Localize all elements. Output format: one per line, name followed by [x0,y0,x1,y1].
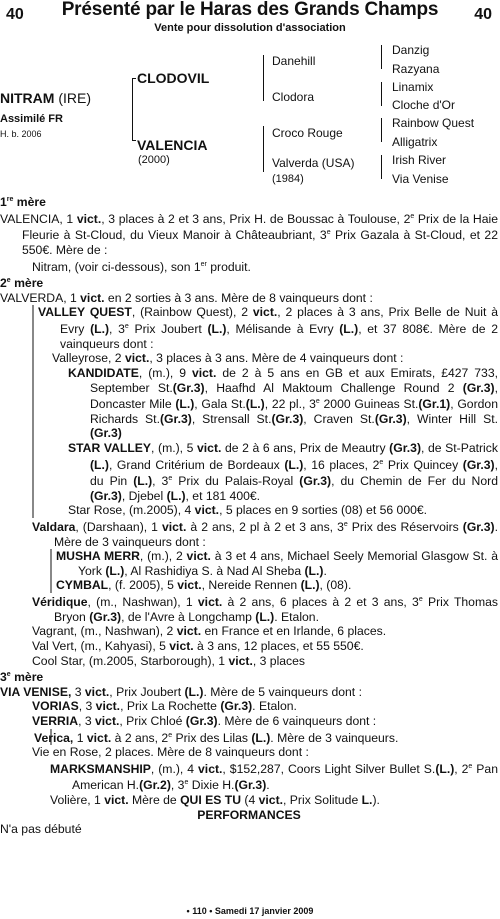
paragraph: Valdara, (Darshaan), 1 vict. à 2 ans, 2 pl à 2 et 3 ans, 3e Prix des Réservoirs (Gr.3). Mère de 3 vainqueurs dont : [32,520,498,549]
paragraph: VALLEY QUEST, (Rainbow Quest), 2 vict., 2 places à 3 ans, Prix Belle de Nuit à Evry (L.), 3e Prix Joubert (L.), Mélisande à Evry (L.), et 37 808€. Mère de 2 vainqueurs dont : [38,305,499,351]
grandsire-dam: Croco Rouge [272,126,343,140]
horse-name-line [0,90,91,106]
great-grandparent: Danzig [392,43,430,57]
great-grandparent: Rainbow Quest [392,116,475,130]
granddam-sire: Clodora [272,90,315,104]
paragraph: KANDIDATE, (m.), 9 vict. de 2 à 5 ans en GB et aux Emirats, £427 733, September St.(Gr.3), Haafhd Al Maktoum Challenge Round 2 (Gr.3), Doncaster Mile (L.), Gala St.(L.), 22 pl., 3e 2000 Guineas St.(Gr.1), Gordon Richards St.(Gr.3), Strensall St.(Gr.3), Craven St.(Gr.3), Winter Hill St.(Gr.3) [68,365,498,441]
grandsire-sire: Danehill [272,54,316,68]
performances-text: N'a pas débuté [0,822,82,837]
great-grandparent: Cloche d'Or [392,98,455,112]
great-grandparent: Linamix [392,80,434,94]
paragraph: Valleyrose, 2 vict., 3 places à 3 ans. Mère de 4 vainqueurs dont : [52,351,404,366]
dam-name: VALENCIA [137,137,208,153]
paragraph: Vagrant, (m., Nashwan), 2 vict. en France et en Irlande, 6 places. [32,624,387,639]
paragraph: VIA VENISE, 3 vict., Prix Joubert (L.). Mère de 5 vainqueurs dont : [0,684,362,699]
bracket-tick [132,78,136,79]
paragraph: MARKSMANSHIP, (m.), 4 vict., $152,287, Coors Light Silver Bullet S.(L.), 2e Pan American H.(Gr.2), 3e Dixie H.(Gr.3). [50,761,498,793]
paragraph: Val Vert, (m., Kahyasi), 5 vict. à 3 ans, 12 places, et 55 550€. [32,638,364,653]
sire-name: CLODOVIL [137,70,210,86]
page-title: Présenté par le Haras des Grands Champs [61,0,439,20]
horse-details: H. b. 2006 [0,129,42,139]
section-first-dam: 1re mère [0,195,46,210]
lot-number-right: 40 [474,6,492,23]
lot-number-left: 40 [6,6,24,23]
pedigree-notes [0,193,498,837]
indented-block [50,549,498,593]
paragraph: CYMBAL, (f. 2005), 5 vict., Nereide Rennen (L.), (08). [56,578,352,593]
indented-block [68,366,498,518]
section-second-dam: 2e mère [0,276,44,291]
horse-origin: (IRE) [58,90,91,106]
paragraph: VORIAS, 3 vict., Prix La Rochette (Gr.3). Etalon. [32,699,297,714]
paragraph: Volière, 1 vict. Mère de QUI ES TU (4 vict., Prix Solitude L.). [50,793,380,808]
gg-bracket [381,45,382,69]
paragraph: Cool Star, (m.2005, Starborough), 1 vict., 3 places [32,653,306,668]
paragraph: Vie en Rose, 2 places. Mère de 8 vainqueurs dont : [32,745,309,760]
gg-bracket [381,82,382,106]
great-grandparent: Via Venise [392,172,449,186]
paragraph: Véridique, (m., Nashwan), 1 vict. à 2 ans, 6 places à 2 et 3 ans, 3e Prix Thomas Bryon (Gr.3), de l'Avre à Longchamp (L.). Etalon. [32,595,498,624]
paragraph: Nitram, (voir ci-dessous), son 1er produit. [32,259,251,274]
page-footer: • 110 • Samedi 17 janvier 2009 [186,906,314,916]
paragraph: Star Rose, (m.2005), 4 vict., 5 places en 9 sorties (08) et 56 000€. [68,503,428,518]
great-grandparent: Alligatrix [392,135,438,149]
dam-parents-bracket [263,126,264,172]
paragraph: VALVERDA, 1 vict. en 2 sorties à 3 ans. Mère de 8 vainqueurs dont : [0,290,373,305]
gg-bracket [381,118,382,142]
great-grandparent: Irish River [392,153,447,167]
sire-parents-bracket [263,55,264,101]
gg-bracket [381,155,382,179]
dam-year: (2000) [138,154,170,166]
paragraph: VERRIA, 3 vict., Prix Chloé (Gr.3). Mère de 6 vainqueurs dont : [32,713,377,728]
sire-dam-bracket [132,78,133,140]
horse-name: NITRAM [0,90,55,106]
granddam-dam-year: (1984) [272,173,304,185]
section-third-dam: 3e mère [0,670,44,685]
bracket-tick [132,140,136,141]
indented-block [32,305,498,518]
paragraph: MUSHA MERR, (m.), 2 vict. à 3 et 4 ans, Michael Seely Memorial Glasgow St. à York (L.), Al Rashidiya S. à Nad Al Sheba (L.). [56,549,498,578]
paragraph: STAR VALLEY, (m.), 5 vict. de 2 à 6 ans, Prix de Meautry (Gr.3), de St-Patrick (L.), Grand Critérium de Bordeaux (L.), 16 places, 2e Prix Quincey (Gr.3), du Pin (L.), 3e Prix du Palais-Royal (Gr.3), du Chemin de Fer du Nord (Gr.3), Djebel (L.), et 181 400€. [68,440,498,503]
granddam-dam: Valverda (USA) [272,156,355,170]
paragraph: VALENCIA, 1 vict., 3 places à 2 et 3 ans, Prix H. de Boussac à Toulouse, 2e Prix de la Haie Fleurie à St-Cloud, du Vieux Manoir à Châteaubriant, 3e Prix Gazala à St-Cloud, et 22 550€. Mère de : [0,211,498,257]
great-grandparent: Razyana [392,62,440,76]
section-performances: PERFORMANCES [197,807,301,822]
page-subtitle: Vente pour dissolution d'association [154,22,346,34]
paragraph: Verica, 1 vict. à 2 ans, 2e Prix des Lilas (L.). Mère de 3 vainqueurs. [50,729,498,746]
horse-status: Assimilé FR [0,113,63,125]
